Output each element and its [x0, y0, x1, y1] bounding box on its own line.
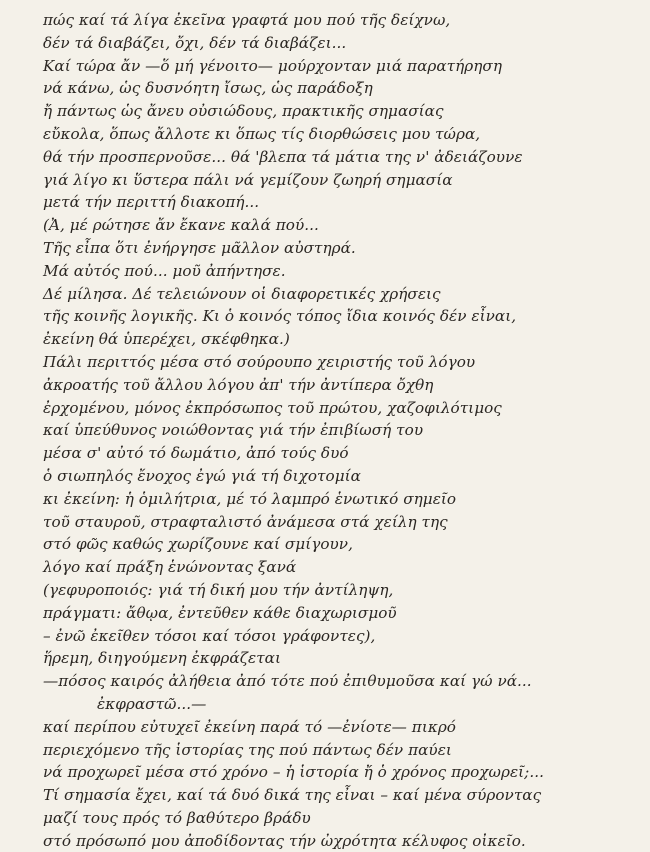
poem-line: εὔκολα, ὅπως ἄλλοτε κι ὅπως τίς διορθώσεις μου τώρα,	[43, 124, 481, 143]
poem-line: ὁ σιωπηλός ἔνοχος ἐγώ γιά τή διχοτομία	[43, 466, 361, 485]
poem-line: Μά αὐτός πού... μοῦ ἀπήντησε.	[43, 261, 286, 280]
poem-line: ἤ πάντως ὡς ἄνευ οὐσιώδους, πρακτικῆς σημασίας	[43, 102, 444, 121]
poem-line: στό πρόσωπό μου ἀποδίδοντας τήν ὠχρότητα κέλυφος οἰκεῖο.	[43, 831, 526, 850]
poem-line: θά τήν προσπερνοῦσε... θά 'βλεπα τά μάτια της ν' ἀδειάζουνε	[43, 147, 523, 166]
poem-line: ἐκείνη θά ὑπερέχει, σκέφθηκα.)	[43, 330, 290, 349]
poem-line: πώς καί τά λίγα ἐκεῖνα γραφτά μου πού τῆς δείχνω,	[43, 11, 451, 29]
poem-line: μαζί τους πρός τό βαθύτερο βράδυ	[43, 808, 311, 827]
poem-line: λόγο καί πράξη ἑνώνοντας ξανά	[43, 558, 297, 577]
poem-line: Δέ μίλησα. Δέ τελειώνουν οἱ διαφορετικές χρήσεις	[43, 284, 441, 303]
poem-line: δέν τά διαβάζει, ὄχι, δέν τά διαβάζει...	[43, 33, 347, 52]
poem-line: ἥρεμη, διηγούμενη ἐκφράζεται	[43, 649, 281, 668]
poem-line: τοῦ σταυροῦ, στραφταλιστό ἀνάμεσα στά χείλη της	[43, 512, 448, 531]
poem-line: τῆς κοινῆς λογικῆς. Κι ὁ κοινός τόπος ἴδια κοινός δέν εἶναι,	[43, 307, 517, 326]
poem-line: ἀκροατής τοῦ ἄλλου λόγου ἀπ' τήν ἀντίπερα ὄχθη	[43, 375, 434, 394]
poem-line: ἐρχομένου, μόνος ἐκπρόσωπος τοῦ πρώτου, χαζοφιλότιμος	[43, 398, 502, 417]
poem-line: (γεφυροποιός: γιά τή δική μου τήν ἀντίληψη,	[43, 580, 394, 599]
poem-line: στό φῶς καθώς χωρίζουνε καί σμίγουν,	[43, 535, 353, 554]
poem-line: (Ἀ, μέ ρώτησε ἄν ἔκανε καλά πού...	[43, 216, 319, 235]
poem-line-indented: ἐκφραστῶ...—	[97, 694, 207, 713]
poem-line: Τί σημασία ἔχει, καί τά δυό δικά της εἶναι – καί μένα σύροντας	[43, 786, 542, 805]
poem-line: πράγματι: ἄθῳα, ἐντεῦθεν κάθε διαχωρισμοῦ	[43, 603, 397, 622]
poem-text	[43, 9, 630, 852]
poem-line: καί ὑπεύθυνος νοιώθοντας γιά τήν ἐπιβίωσή του	[43, 421, 424, 440]
poem-line: καί περίπου εὐτυχεῖ ἐκείνη παρά τό —ἐνίοτε— πικρό	[43, 717, 457, 736]
poem-line: περιεχόμενο τῆς ἱστορίας της πού πάντως δέν παύει	[43, 740, 452, 759]
poem-line: νά προχωρεῖ μέσα στό χρόνο – ἡ ἱστορία ἤ ὁ χρόνος προχωρεῖ;...	[43, 763, 544, 782]
poem-line: Καί τώρα ἄν —ὅ μή γένοιτο— μούρχονταν μιά παρατήρηση	[43, 56, 502, 75]
poem-line: Πάλι περιττός μέσα στό σούρουπο χειριστής τοῦ λόγου	[43, 352, 476, 371]
poem-line: – ἐνῶ ἐκεῖθεν τόσοι καί τόσοι γράφοντες),	[43, 626, 376, 645]
poem-line: Τῆς εἶπα ὅτι ἐνήργησε μᾶλλον αὐστηρά.	[43, 238, 356, 257]
poem-line: μέσα σ' αὐτό τό δωμάτιο, ἀπό τούς δυό	[43, 444, 349, 463]
poem-line: κι ἐκείνη: ἡ ὁμιλήτρια, μέ τό λαμπρό ἑνωτικό σημεῖο	[43, 489, 457, 508]
poem-line: γιά λίγο κι ὕστερα πάλι νά γεμίζουν ζωηρή σημασία	[43, 170, 453, 189]
poem-line: νά κάνω, ὡς δυσνόητη ἴσως, ὡς παράδοξη	[43, 79, 373, 98]
poem-line: μετά τήν περιττή διακοπή...	[43, 193, 260, 212]
poem-line: —πόσος καιρός ἀλήθεια ἀπό τότε πού ἐπιθυμοῦσα καί γώ νά...	[43, 672, 532, 691]
